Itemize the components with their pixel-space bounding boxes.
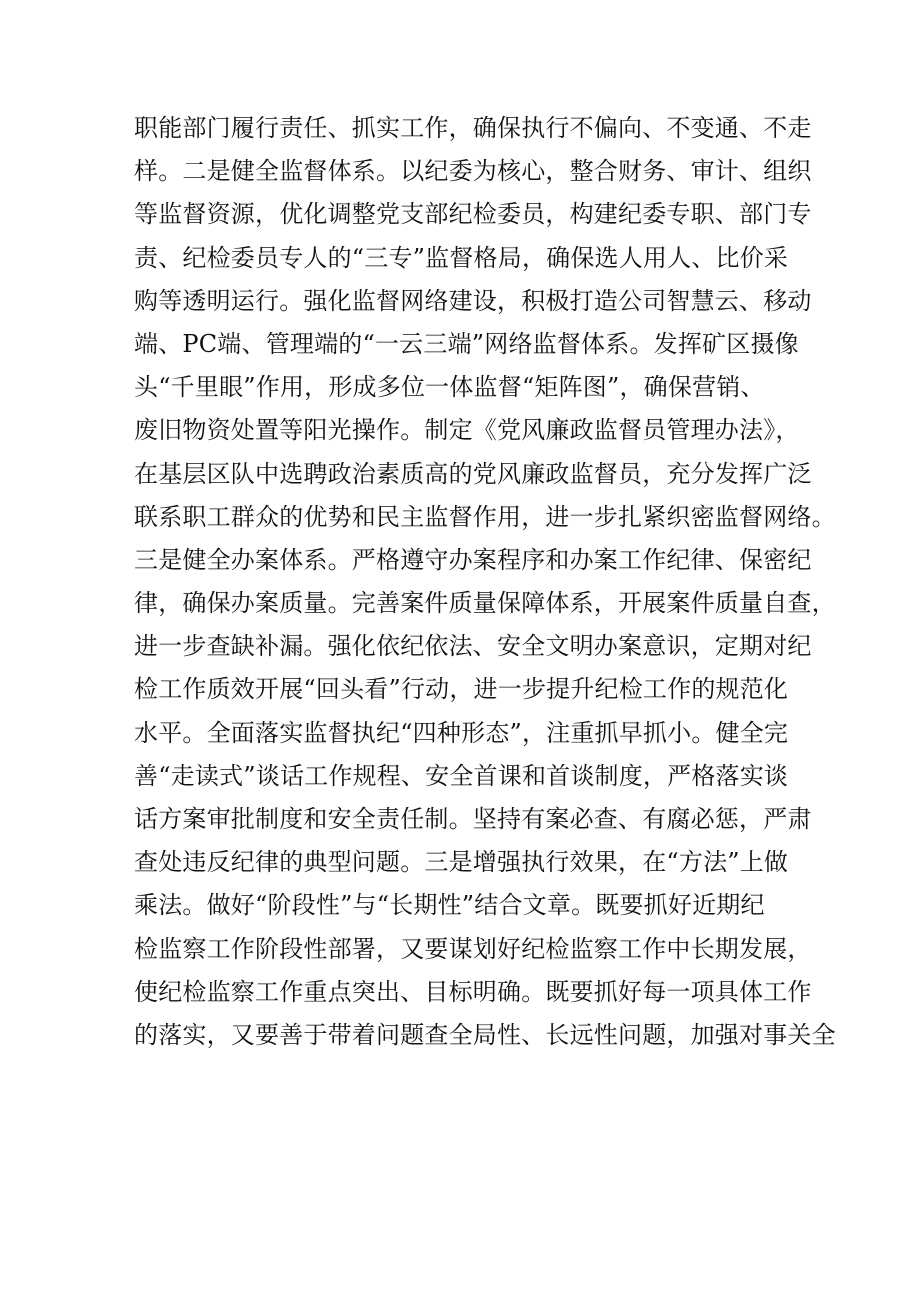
text-line: 律，确保办案质量。完善案件质量保障体系，开展案件质量自查， [134,589,836,618]
text-line: 查处违反纪律的典型问题。三是增强执行效果，在“方法”上做 [134,848,789,877]
text-line: 善“走读式”谈话工作规程、安全首课和首谈制度，严格落实谈 [134,761,789,790]
text-line: 头“千里眼”作用，形成多位一体监督“矩阵图”，确保营销、 [134,373,765,402]
text-line: 乘法。做好“阶段性”与“长期性”结合文章。既要抓好近期纪 [134,891,765,920]
text-line: 使纪检监察工作重点突出、目标明确。既要抓好每一项具体工作 [134,977,812,1006]
text-line: 话方案审批制度和安全责任制。坚持有案必查、有腐必惩，严肃 [134,805,812,833]
text-line: 职能部门履行责任、抓实工作，确保执行不偏向、不变通、不走 [134,114,812,142]
text-line: 的落实，又要善于带着问题查全局性、长远性问题，加强对事关全 [134,1020,836,1049]
text-line: 检监察工作阶段性部署，又要谋划好纪检监察工作中长期发展， [134,934,812,963]
text-line: 进一步查缺补漏。强化依纪依法、安全文明办案意识，定期对纪 [134,632,812,661]
text-line: 废旧物资处置等阳光操作。制定《党风廉政监督员管理办法》， [134,416,800,445]
text-line: 联系职工群众的优势和民主监督作用，进一步扎紧织密监督网络。 [134,502,836,531]
text-line: 端、PC端、管理端的“一云三端”网络监督体系。发挥矿区摄像 [134,329,799,358]
text-line: 水平。全面落实监督执纪“四种形态”，注重抓早抓小。健全完 [134,718,789,747]
text-line: 在基层区队中选聘政治素质高的党风廉政监督员，充分发挥广泛 [134,459,812,488]
text-line: 等监督资源，优化调整党支部纪检委员，构建纪委专职、部门专 [134,200,812,229]
text-line: 检工作质效开展“回头看”行动，进一步提升纪检工作的规范化 [134,675,789,704]
text-line: 购等透明运行。强化监督网络建设，积极打造公司智慧云、移动 [134,286,812,315]
text-line: 责、纪检委员专人的“三专”监督格局，确保选人用人、比价采 [134,243,789,272]
text-line: 三是健全办案体系。严格遵守办案程序和办案工作纪律、保密纪 [134,545,812,574]
text-line: 样。二是健全监督体系。以纪委为核心，整合财务、审计、组织 [134,157,812,186]
body-text [134,107,836,1057]
